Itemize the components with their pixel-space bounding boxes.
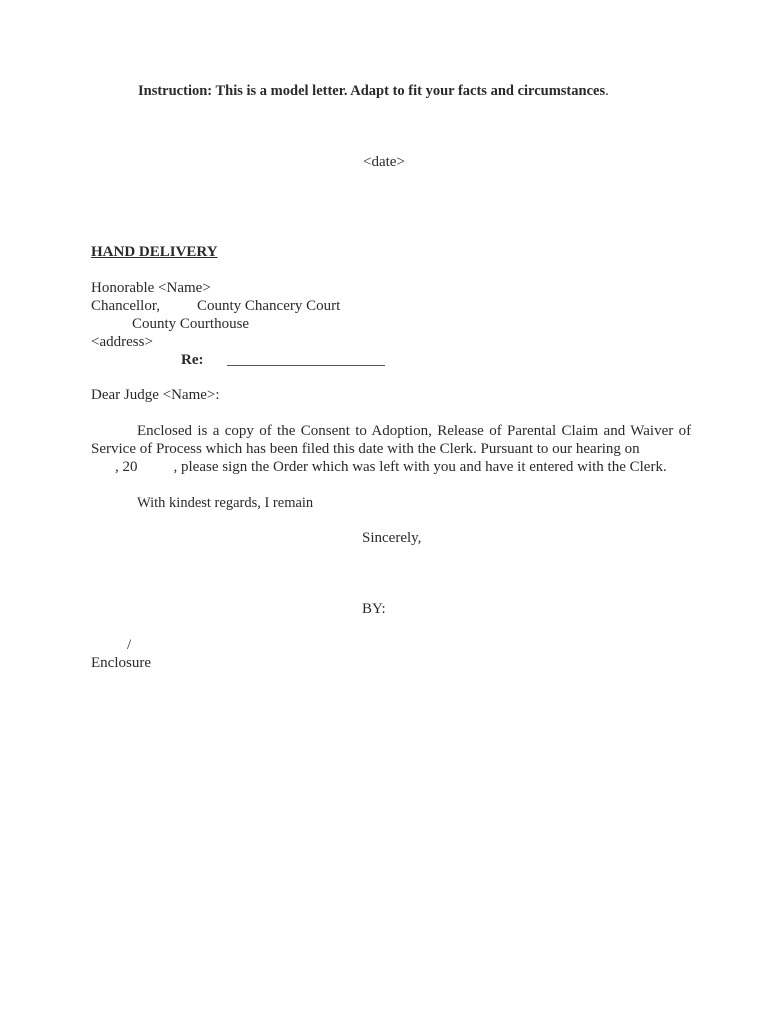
body-line-1: Enclosed is a copy of the Consent to Adoption, Release of Parental Claim and Waiver of (137, 423, 692, 439)
by-label: BY: (362, 601, 386, 617)
addressee-title: Chancellor, (91, 298, 160, 314)
addressee-court: County Chancery Court (196, 298, 341, 314)
re-label: Re: (181, 352, 204, 368)
body-line-3-year: , 20 (115, 459, 138, 475)
addressee-line-3: County Courthouse (132, 316, 250, 332)
enclosure-label: Enclosure (91, 655, 151, 671)
addressee-line-4: <address> (91, 334, 153, 350)
body-line-3 (115, 458, 667, 476)
instruction-text (138, 82, 609, 100)
addressee-line-1: Honorable <Name> (91, 280, 211, 296)
date-placeholder: <date> (363, 154, 405, 170)
initials-slash: / (127, 637, 132, 653)
closing-line: With kindest regards, I remain (137, 495, 314, 511)
body-line-2: Service of Process which has been filed this date with the Clerk. Pursuant to our hearing on (91, 441, 640, 457)
delivery-method-heading: HAND DELIVERY (91, 244, 218, 260)
body-line-3-rest: , please sign the Order which was left with you and have it entered with the Clerk. (173, 459, 667, 475)
sincerely-closing: Sincerely, (362, 530, 422, 546)
instruction-bold: Instruction: This is a model letter. Adapt to fit your facts and circumstances (138, 83, 606, 99)
addressee-line-2 (91, 297, 340, 315)
instruction-tail: . (605, 83, 609, 99)
re-blank-line (227, 365, 385, 366)
salutation: Dear Judge <Name>: (91, 387, 220, 403)
